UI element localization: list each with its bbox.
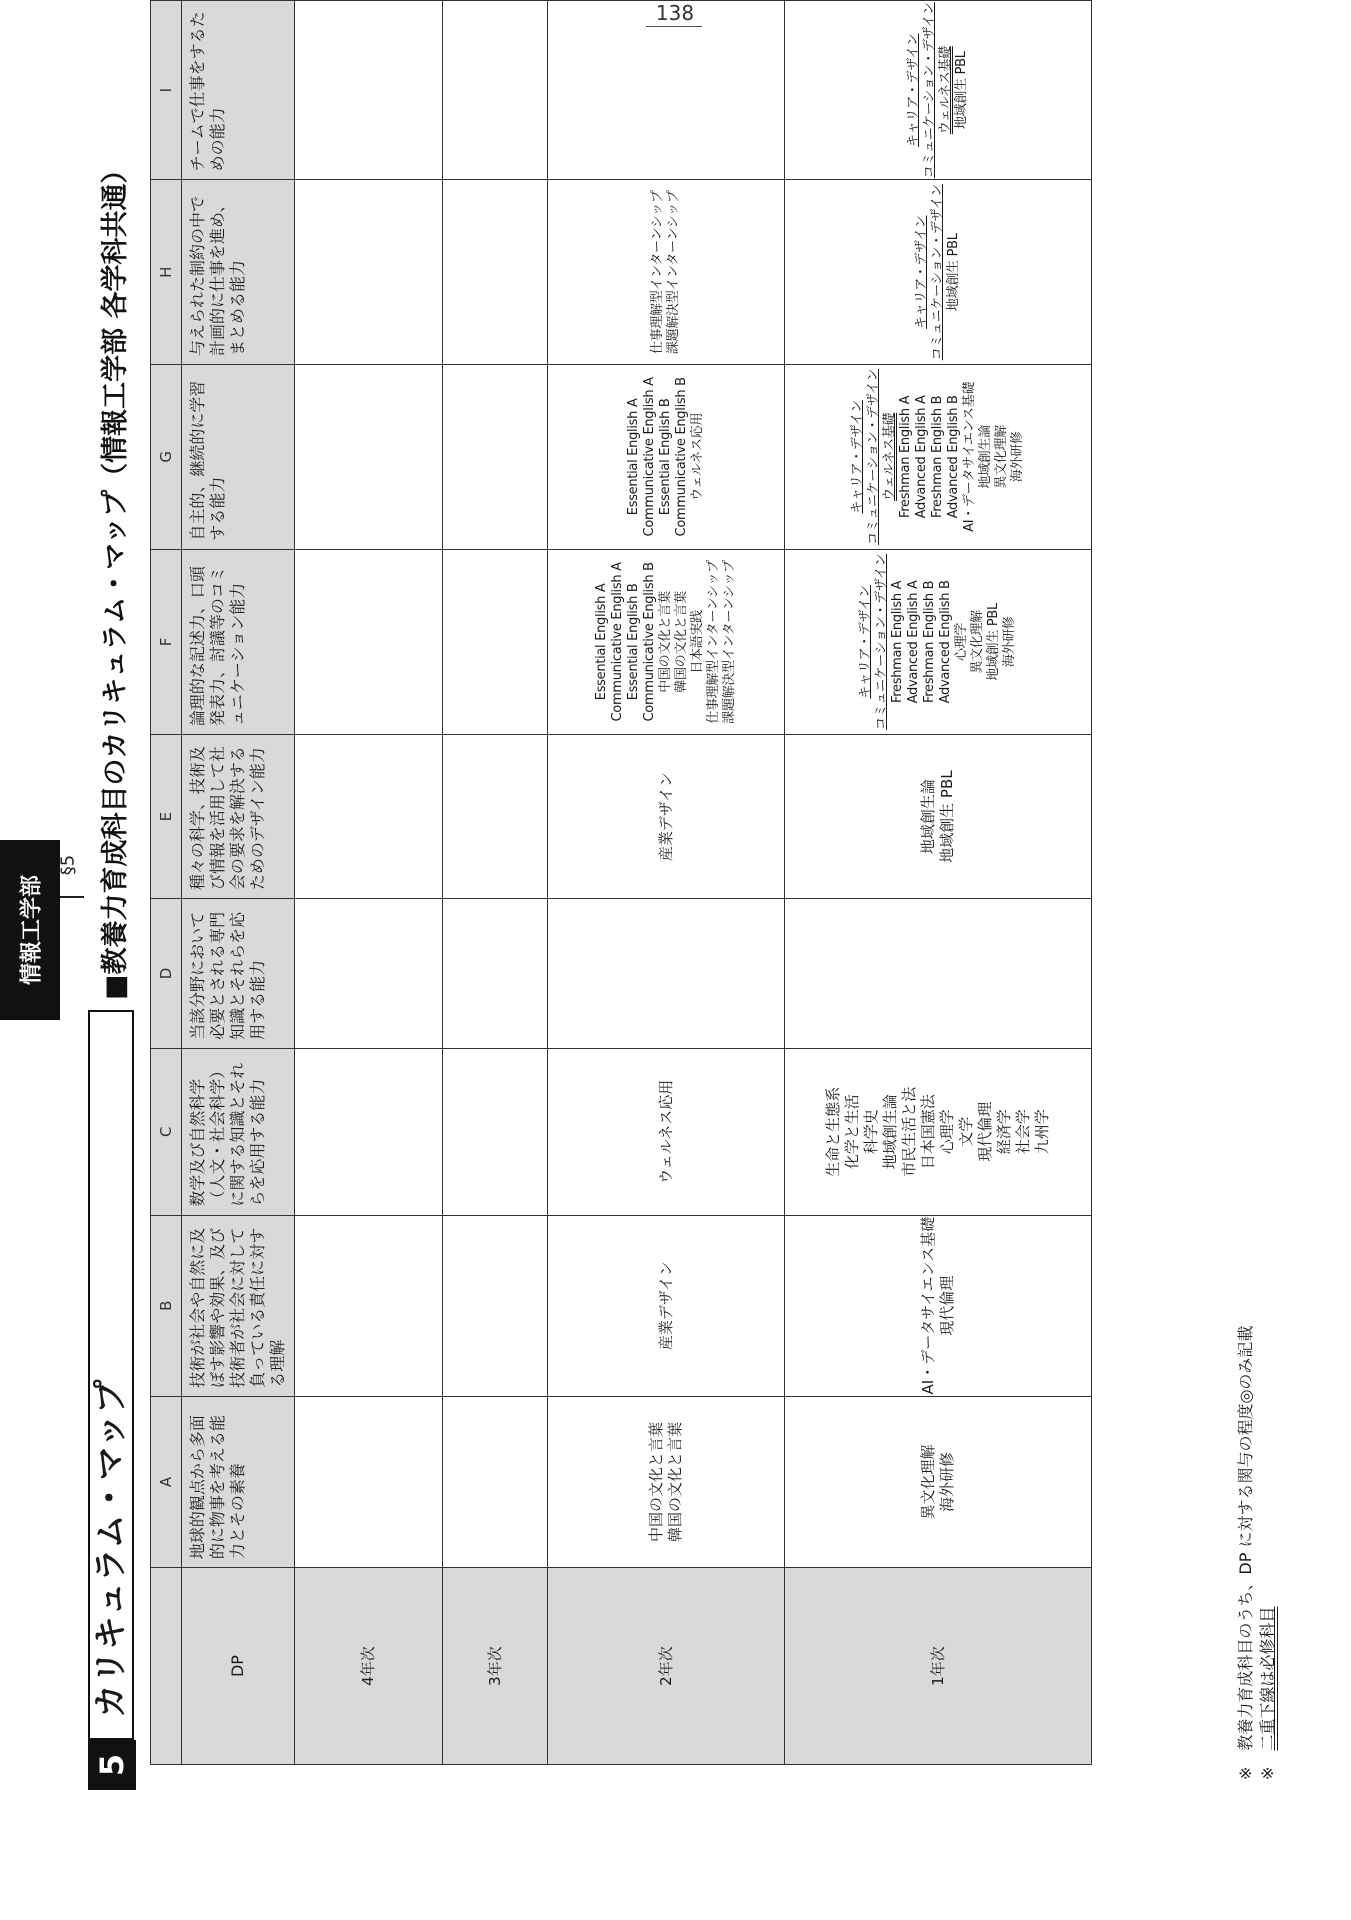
course-item: コミュニケーション・デザイン — [874, 553, 889, 730]
cell-y1-b — [785, 1215, 1092, 1396]
course-item: Communicative English A — [642, 377, 657, 537]
course-item: 日本語実践 — [690, 610, 705, 674]
cell-y2-d — [548, 899, 785, 1049]
cell-y2-f — [548, 549, 785, 734]
column-header-i: I — [151, 1, 182, 180]
cell-y1-h — [785, 180, 1092, 365]
dp-description-b: 技術が社会や自然に及ぼす影響や効果、及び技術者が社会に対して負っている責任に対する理解 — [182, 1215, 295, 1396]
cell-y1-e — [785, 735, 1092, 899]
dp-description-row — [182, 1, 295, 1765]
course-item: 仕事理解型インターンシップ — [706, 560, 721, 724]
cell-y2-i — [548, 1, 785, 180]
course-item: 課題解決型インターンシップ — [722, 560, 737, 724]
course-item: 市民生活と法 — [900, 1086, 918, 1177]
course-item: 地域創生論 — [919, 779, 937, 855]
course-item: Advanced English A — [906, 580, 921, 704]
course-item: 化学と生活 — [843, 1094, 861, 1170]
year-1-label: 1年次 — [785, 1568, 1092, 1765]
cell-y1-i — [785, 1, 1092, 180]
course-item: Freshman English A — [898, 395, 913, 518]
footnotes — [1235, 1326, 1279, 1780]
cell-y3-f — [443, 549, 548, 734]
dp-description-h: 与えられた制約の中で計画的に仕事を進め、まとめる能力 — [182, 180, 295, 365]
course-item: 異文化理解 — [970, 610, 985, 674]
cell-y2-b — [548, 1215, 785, 1396]
course-item: コミュニケーション・デザイン — [922, 2, 937, 179]
course-item: 地域創生論 — [978, 425, 993, 489]
cell-y2-e — [548, 735, 785, 899]
dp-description-i: チームで仕事をするための能力 — [182, 1, 295, 180]
course-item: 異文化理解 — [994, 425, 1009, 489]
cell-y4-a — [295, 1396, 443, 1567]
cell-y3-d — [443, 899, 548, 1049]
cell-y3-h — [443, 180, 548, 365]
course-item: キャリア・デザイン — [914, 215, 929, 329]
course-item: Communicative English B — [642, 562, 657, 722]
column-header-f: F — [151, 549, 182, 734]
course-item: 現代倫理 — [938, 1275, 956, 1336]
chapter-label: 情報工学部 — [19, 874, 45, 986]
cell-y1-a — [785, 1396, 1092, 1567]
dp-description-c: 数学及び自然科学（人文・社会科学）に関する知識とそれらを応用する能力 — [182, 1048, 295, 1215]
column-header-c: C — [151, 1048, 182, 1215]
cell-y4-f — [295, 549, 443, 734]
cell-y4-c — [295, 1048, 443, 1215]
course-item: AI・データサイエンス基礎 — [962, 381, 977, 532]
course-item: Freshman English A — [890, 580, 905, 703]
course-item: Advanced English A — [914, 395, 929, 519]
course-item: 日本国憲法 — [919, 1094, 937, 1170]
course-item: ウェルネス基礎 — [938, 46, 953, 135]
course-item: 韓国の文化と言葉 — [674, 591, 689, 693]
year-4-label: 4年次 — [295, 1568, 443, 1765]
curriculum-map-table — [150, 0, 1092, 1765]
dp-description-d: 当該分野において必要とされる専門知識とそれらを応用する能力 — [182, 899, 295, 1049]
cell-y1-f — [785, 549, 1092, 734]
course-item: 課題解決型インターンシップ — [666, 190, 681, 355]
cell-y3-i — [443, 1, 548, 180]
cell-y4-b — [295, 1215, 443, 1396]
course-item: Advanced English B — [938, 580, 953, 704]
cell-y2-c — [548, 1048, 785, 1215]
course-item: AI・データサイエンス基礎 — [919, 1216, 937, 1395]
cell-y1-d — [785, 899, 1092, 1049]
course-item: 地域創生 PBL — [986, 603, 1001, 681]
course-item: 地域創生 PBL — [946, 233, 961, 312]
cell-y2-h — [548, 180, 785, 365]
cell-y3-b — [443, 1215, 548, 1396]
course-item: 海外研修 — [938, 1451, 956, 1512]
cell-y4-e — [295, 735, 443, 899]
course-item: Advanced English B — [946, 395, 961, 519]
cell-y4-i — [295, 1, 443, 180]
course-item: Essential English A — [594, 583, 609, 701]
course-item: キャリア・デザイン — [850, 400, 865, 514]
footnote-1: ※ 教養力育成科目のうち、DP に対する関与の程度◎のみ記載 — [1236, 1325, 1255, 1780]
cell-y2-a — [548, 1396, 785, 1567]
course-item: 経済学 — [995, 1109, 1013, 1155]
column-header-e: E — [151, 735, 182, 899]
section-title: カリキュラム・マップ — [88, 1010, 134, 1740]
header-corner — [151, 1568, 182, 1765]
course-item: Communicative English A — [610, 562, 625, 722]
course-item: Communicative English B — [674, 377, 689, 537]
course-item: 地域創生 PBL — [938, 770, 956, 863]
cell-y2-g — [548, 365, 785, 550]
course-item: 地域創生 PBL — [954, 51, 969, 130]
year-1-row — [785, 1, 1092, 1765]
course-item: 心理学 — [938, 1109, 956, 1155]
column-header-row — [151, 1, 182, 1765]
course-item: 社会学 — [1014, 1109, 1032, 1155]
page-number: 138 — [655, 1, 695, 25]
map-heading: ■教養力育成科目のカリキュラム・マップ（情報工学部 各学科共通） — [100, 156, 131, 1000]
course-item: 産業デザイン — [656, 1261, 675, 1351]
course-item: ウェルネス基礎 — [882, 412, 897, 501]
cell-y4-g — [295, 365, 443, 550]
course-item: 異文化理解 — [919, 1444, 937, 1520]
dp-description-f: 論理的な記述力、口頭発表力、討議等のコミュニケーション能力 — [182, 549, 295, 734]
column-header-g: G — [151, 365, 182, 550]
year-4-row — [295, 1, 443, 1765]
cell-y3-a — [443, 1396, 548, 1567]
course-item: 中国の文化と言葉 — [647, 1421, 665, 1542]
course-item: 産業デザイン — [656, 772, 675, 862]
dp-label: DP — [182, 1568, 295, 1765]
course-item: キャリア・デザイン — [858, 585, 873, 699]
course-item: 現代倫理 — [976, 1101, 994, 1162]
course-item: Essential English A — [626, 398, 641, 516]
course-item: コミュニケーション・デザイン — [866, 368, 881, 545]
cell-y4-d — [295, 899, 443, 1049]
year-3-row — [443, 1, 548, 1765]
course-item: Freshman English B — [922, 580, 937, 703]
course-item: コミュニケーション・デザイン — [930, 184, 945, 361]
cell-y1-g — [785, 365, 1092, 550]
cell-y4-h — [295, 180, 443, 365]
course-item: 中国の文化と言葉 — [658, 591, 673, 693]
column-header-b: B — [151, 1215, 182, 1396]
course-item: キャリア・デザイン — [906, 33, 921, 147]
course-item: Essential English B — [658, 398, 673, 516]
course-item: ウェルネス応用 — [656, 1079, 675, 1184]
column-header-a: A — [151, 1396, 182, 1567]
section-number-badge: 5 — [88, 1740, 136, 1790]
cell-y3-c — [443, 1048, 548, 1215]
year-3-label: 3年次 — [443, 1568, 548, 1765]
year-2-row — [548, 1, 785, 1765]
dp-description-e: 種々の科学、技術及び情報を活用して社会の要求を解決するためのデザイン能力 — [182, 735, 295, 899]
course-item: 地域創生論 — [881, 1094, 899, 1170]
year-2-label: 2年次 — [548, 1568, 785, 1765]
course-item: 海外研修 — [1002, 616, 1017, 668]
course-item: Essential English B — [626, 583, 641, 701]
course-item: ウェルネス応用 — [690, 412, 705, 501]
page-number-rule — [646, 26, 702, 27]
course-item: 仕事理解型インターンシップ — [650, 190, 665, 355]
course-item: 文学 — [957, 1116, 975, 1147]
course-item: 海外研修 — [1010, 431, 1025, 483]
course-item: 心理学 — [954, 622, 969, 661]
course-item: 科学史 — [862, 1109, 880, 1155]
column-header-d: D — [151, 899, 182, 1049]
cell-y3-g — [443, 365, 548, 550]
section-marker: §5 — [57, 854, 79, 876]
cell-y1-c — [785, 1048, 1092, 1215]
course-item: 韓国の文化と言葉 — [666, 1421, 684, 1542]
footnote-2-text: 二重下線は必修科目 — [1258, 1606, 1277, 1751]
course-item: 九州学 — [1033, 1109, 1051, 1155]
dp-description-a: 地球的観点から多面的に物事を考える能力とその素養 — [182, 1396, 295, 1567]
column-header-h: H — [151, 180, 182, 365]
footnote-2 — [1257, 1326, 1279, 1780]
course-item: 生命と生態系 — [824, 1086, 842, 1177]
footnote-2-mark: ※ — [1258, 1750, 1277, 1780]
course-item: Freshman English B — [930, 395, 945, 518]
dp-description-g: 自主的、継続的に学習する能力 — [182, 365, 295, 550]
cell-y3-e — [443, 735, 548, 899]
